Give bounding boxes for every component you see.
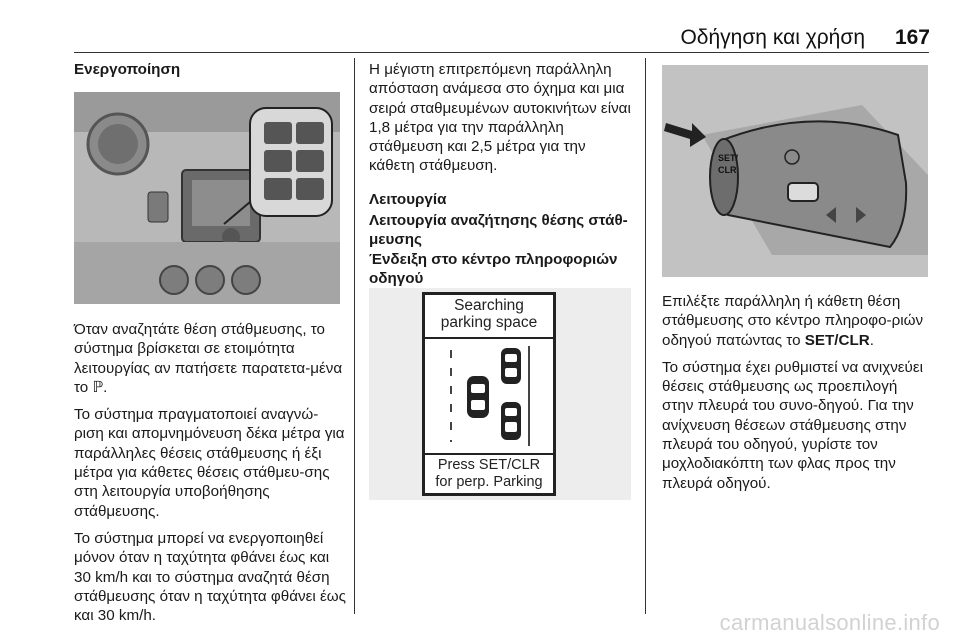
select-mode-end: .	[869, 331, 874, 349]
display-perp-parking-label: for perp. Parking	[435, 474, 543, 490]
watermark: carmanualsonline.info	[719, 610, 940, 635]
setclr-button-label: SET/CLR	[804, 331, 870, 349]
paragraph-select-mode	[662, 292, 928, 350]
stalk-button	[788, 183, 818, 201]
heading-search-mode: Λειτουργία αναζήτησης θέσης στάθ-μευσης	[369, 212, 628, 249]
section-heading-activation: Ενεργοποίηση	[74, 61, 181, 78]
heading-dic-display: Ένδειξη στο κέντρο πληροφοριών οδηγού	[369, 250, 618, 287]
display-bottom-text	[425, 457, 553, 491]
header-rule	[74, 52, 929, 53]
column-divider-1	[354, 58, 355, 614]
dashboard-illustration	[74, 92, 340, 304]
stalk-clr-label: CLR	[718, 165, 737, 175]
paragraph-max-distance: Η μέγιστη επιτρεπόμενη παράλληλη απόσταση ανάμεσα στο όχημα και μια σειρά σταθμευμένων αυτοκινήτων είναι 1,8 μέτρα για την παράλληλη στάθμευση και 2,5 μέτρα για την κάθετη στάθμευση.	[369, 61, 631, 175]
turn-signal-stalk-figure	[662, 65, 928, 277]
column-3-body	[662, 292, 928, 501]
page-header-title: Οδήγηση και χρήση	[680, 26, 865, 49]
parking-graphic	[425, 342, 553, 450]
paragraph-default-side: Το σύστημα έχει ρυθμιστεί να ανιχνεύει θέσεις στάθμευσης ως προεπιλογή στην πλευρά του συνο-δηγού. Για την ανίχνευση θέσεων στάθμευσης στην πλευρά του οδηγού, γυρίστε τον μοχλοδιακόπτη των φλας προς την πλευρά οδηγού.	[662, 358, 924, 492]
parked-car-bottom-icon	[501, 402, 521, 440]
select-mode-text: Επιλέξτε παράλληλη ή κάθετη θέση στάθμευσης στο κέντρο πληροφο-ριών οδηγού πατώντας το	[662, 293, 924, 349]
column-divider-2	[645, 58, 646, 614]
page-number: 167	[894, 26, 930, 49]
activation-text: Όταν αναζητάτε θέση στάθμευσης, το σύστημα βρίσκεται σε ετοιμότητα λειτουργίας αν πατήσετε παρατετα-μένα το	[74, 321, 343, 396]
display-top-text	[425, 297, 553, 331]
display-press-setclr-label: Press SET/CLR	[437, 457, 541, 473]
display-rule-top	[425, 337, 553, 339]
paragraph-activation-1	[74, 320, 346, 397]
own-car-icon	[467, 376, 489, 418]
driver-info-display-figure	[369, 288, 631, 500]
paragraph-activation-3: Το σύστημα μπορεί να ενεργοποιηθεί μόνον όταν η ταχύτητα φθάνει έως και 30 km/h και το σύστημα αναζητά θέση στάθμευσης όταν η ταχύτητα φθάνει έως και 30 km/h.	[74, 529, 346, 625]
parked-car-top-icon	[501, 348, 521, 384]
display-rule-bottom	[425, 453, 553, 455]
stalk-set-label: SET/	[718, 153, 739, 163]
dashboard-photo	[74, 92, 340, 304]
heading-function: Λειτουργία	[369, 190, 447, 208]
column-1-body	[74, 320, 346, 633]
display-parking-space-label: parking space	[440, 314, 538, 331]
display-searching-label: Searching	[454, 297, 524, 314]
paragraph-activation-2: Το σύστημα πραγματοποιεί αναγνώ-ριση και απομνημόνευση δέκα μέτρα για παράλληλες θέσεις στάθμευσης ή έξι μέτρα για κάθετες θέσεις στάθμευ-σης στη λειτουργία υποβοήθησης στάθμευσης.	[74, 406, 345, 520]
sentence-end: .	[103, 378, 108, 396]
display-frame	[422, 292, 556, 496]
parking-assist-icon: ℙ	[92, 378, 104, 396]
column-2	[369, 60, 635, 288]
stalk-illustration	[662, 65, 928, 277]
column-1	[74, 60, 344, 79]
